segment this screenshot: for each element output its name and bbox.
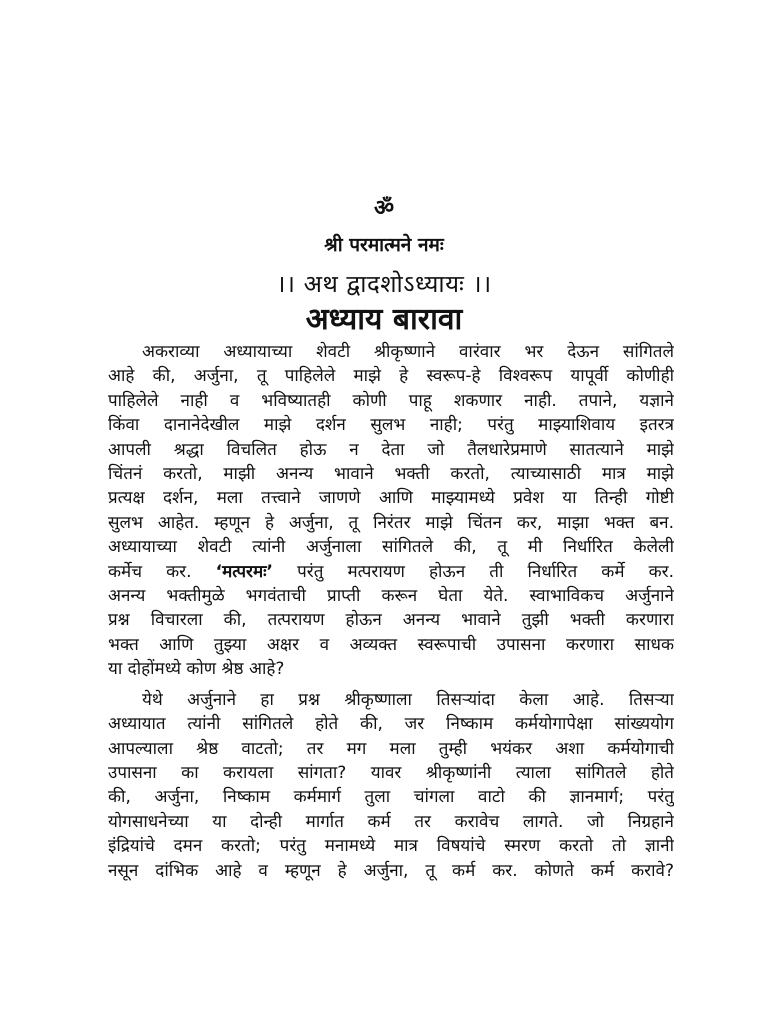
text-line-with-quote: [108, 560, 674, 584]
chapter-heading-sanskrit: ।। अथ द्वादशोऽध्यायः ।।: [276, 270, 492, 298]
text-line: की, अर्जुना, निष्काम कर्ममार्ग तुला चांगला वाटो की ज्ञानमार्ग; परंतु: [108, 787, 674, 808]
text-line: सुलभ आहेत. म्हणून हे अर्जुना, तू निरंतर माझे चिंतन कर, माझा भक्त बन.: [108, 512, 674, 533]
chapter-title: अध्याय बारावा: [305, 302, 463, 337]
text-line: भक्त आणि तुझ्या अक्षर व अव्यक्त स्वरूपाची उपासना करणारा साधक: [108, 634, 674, 655]
text-line: योगसाधनेच्या या दोन्ही मार्गात कर्म तर करावेच लागते. जो निग्रहाने: [108, 811, 674, 832]
text-line: अध्यायाच्या शेवटी त्यांनी अर्जुनाला सांगितले की, तू मी निर्धारित केलेली: [108, 537, 674, 558]
text-line: प्रत्यक्ष दर्शन, मला तत्त्वाने जाणणे आणि माझ्यामध्ये प्रवेश या तिन्ही गोष्टी: [108, 488, 674, 509]
text-segment: कर्मेच कर.: [108, 561, 192, 582]
text-line: उपासना का करायला सांगता? यावर श्रीकृष्णांनी त्याला सांगितले होते: [108, 762, 674, 783]
text-line: या दोहोंमध्ये कोण श्रेष्ठ आहे?: [108, 659, 285, 680]
quoted-term: ‘मत्परमः’: [215, 561, 273, 582]
text-line: अनन्य भक्तीमुळे भगवंताची प्राप्ती करून घेता येते. स्वाभाविकच अर्जुनाने: [108, 586, 674, 607]
text-line: आपल्याला श्रेष्ठ वाटतो; तर मग मला तुम्ही भयंकर अशा कर्मयोगाची: [108, 738, 674, 759]
text-segment: परंतु मत्परायण होऊन ती निर्धारित कर्मे कर.: [273, 561, 674, 582]
text-line: येथे अर्जुनाने हा प्रश्न श्रीकृष्णाला तिसऱ्यांदा केला आहे. तिसऱ्या: [142, 689, 674, 710]
text-line: पाहिलेले नाही व भविष्यातही कोणी पाहू शकणार नाही. तपाने, यज्ञाने: [108, 390, 674, 411]
text-line: आपली श्रद्धा विचलित होऊ न देता जो तैलधारेप्रमाणे सातत्याने माझे: [108, 439, 674, 460]
paragraph-1: [108, 340, 674, 682]
text-line: इंद्रियांचे दमन करतो; परंतु मनामध्ये मात्र विषयांचे स्मरण करतो तो ज्ञानी: [108, 836, 674, 857]
text-line: नसून दांभिक आहे व म्हणून हे अर्जुना, तू कर्म कर. कोणते कर्म करावे?: [108, 860, 674, 881]
text-line: किंवा दानानेदेखील माझे दर्शन सुलभ नाही; परंतु माझ्याशिवाय इतरत्र: [108, 415, 674, 436]
text-line: आहे की, अर्जुना, तू पाहिलेले माझे हे स्वरूप-हे विश्वरूप यापूर्वी कोणीही: [108, 366, 674, 387]
text-line: प्रश्न विचारला की, तत्परायण होऊन अनन्य भावाने तुझी भक्ती करणारा: [108, 610, 674, 631]
paragraph-2: [108, 688, 674, 883]
om-symbol: ॐ: [373, 196, 395, 221]
text-line: चिंतनं करतो, माझी अनन्य भावाने भक्ती करतो, त्याच्यासाठी मात्र माझे: [108, 464, 674, 485]
text-line: अध्यायात त्यांनी सांगितले होते की, जर निष्काम कर्मयोगापेक्षा सांख्ययोग: [108, 714, 674, 735]
invocation-line: श्री परमात्मने नमः: [324, 234, 444, 256]
body-text: [108, 340, 674, 883]
text-line: अकराव्या अध्यायाच्या शेवटी श्रीकृष्णाने वारंवार भर देऊन सांगितले: [142, 342, 674, 362]
